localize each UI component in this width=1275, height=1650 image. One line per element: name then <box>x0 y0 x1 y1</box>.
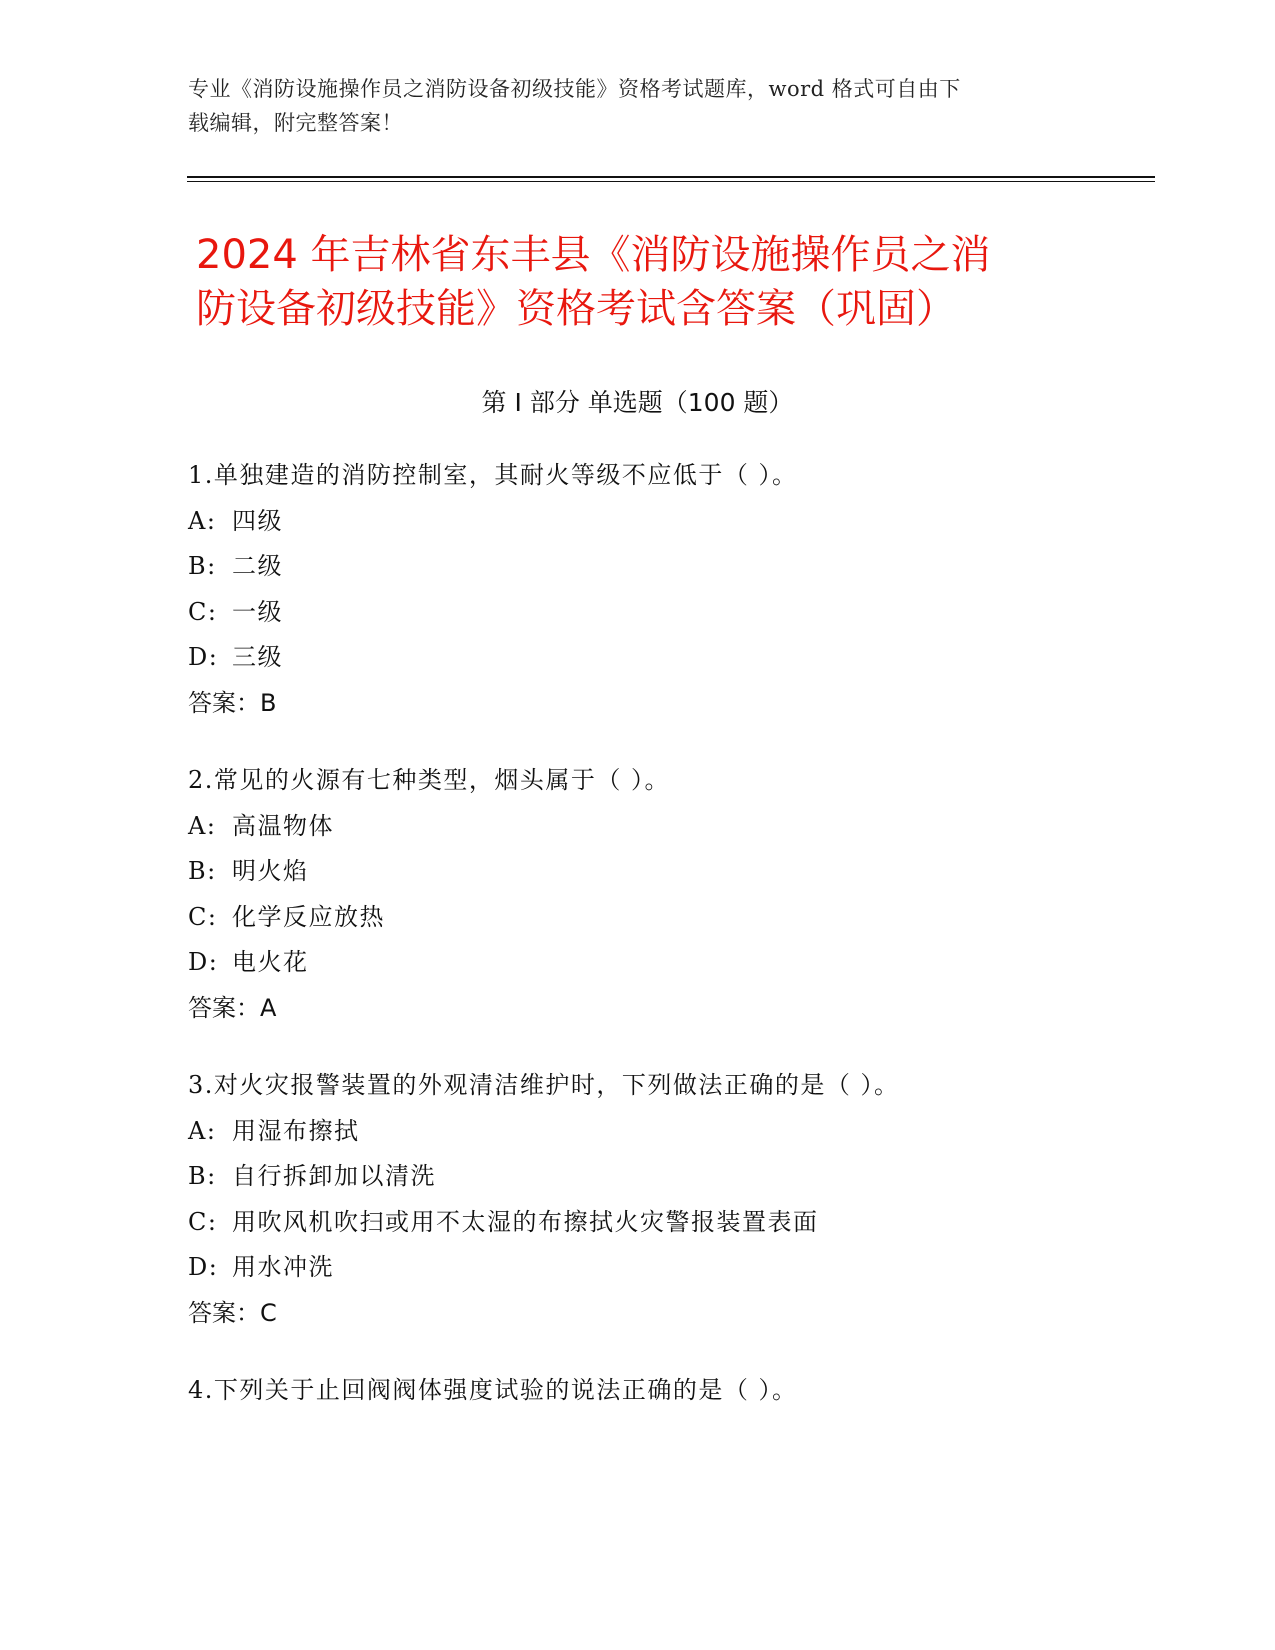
option-b <box>188 1154 1188 1200</box>
option-letter: D: <box>188 643 219 671</box>
document-title-line-2: 防设备初级技能》资格考试含答案（巩固） <box>196 286 956 332</box>
answer-line: 答案：C <box>188 1298 277 1327</box>
option-letter: D: <box>188 1253 219 1281</box>
question-1 <box>188 453 1188 726</box>
option-letter: D: <box>188 948 219 976</box>
question-4 <box>188 1368 1188 1414</box>
option-c <box>188 1200 1188 1246</box>
option-a <box>188 804 1188 850</box>
option-text: 三级 <box>232 643 283 671</box>
option-a <box>188 499 1188 545</box>
option-b <box>188 544 1188 590</box>
option-letter: B: <box>188 857 217 885</box>
option-letter: A: <box>188 811 217 840</box>
header-divider-thick <box>187 176 1155 178</box>
option-text: 高温物体 <box>232 811 334 840</box>
header-divider-thin <box>187 181 1155 182</box>
option-text: 自行拆卸加以清洗 <box>232 1162 436 1190</box>
answer-line: 答案：B <box>188 688 277 717</box>
option-letter: A: <box>188 506 217 535</box>
question-stem: 3.对火灾报警装置的外观清洁维护时，下列做法正确的是（ ）。 <box>188 1071 900 1099</box>
question-2 <box>188 758 1188 1031</box>
question-3 <box>188 1063 1188 1336</box>
document-title-line-1: 2024 年吉林省东丰县《消防设施操作员之消 <box>196 232 991 278</box>
answer-line: 答案：A <box>188 993 277 1022</box>
option-text: 电火花 <box>232 948 309 976</box>
option-letter: A: <box>188 1116 217 1145</box>
option-text: 用吹风机吹扫或用不太湿的布擦拭火灾警报装置表面 <box>232 1207 819 1236</box>
header-note-line-2: 载编辑，附完整答案！ <box>188 111 403 135</box>
question-stem: 2.常见的火源有七种类型，烟头属于（ ）。 <box>188 766 671 794</box>
option-text: 化学反应放热 <box>232 902 385 931</box>
option-d <box>188 940 1188 986</box>
option-letter: C: <box>188 1207 218 1236</box>
option-letter: C: <box>188 597 218 626</box>
option-c <box>188 895 1188 941</box>
option-text: 一级 <box>232 597 283 626</box>
option-text: 二级 <box>232 552 283 580</box>
option-d <box>188 635 1188 681</box>
option-d <box>188 1245 1188 1291</box>
document-title <box>196 228 1076 336</box>
option-c <box>188 590 1188 636</box>
question-stem: 1.单独建造的消防控制室，其耐火等级不应低于（ ）。 <box>188 461 798 489</box>
header-note-line-1: 专业《消防设施操作员之消防设备初级技能》资格考试题库，word 格式可自由下 <box>188 77 961 101</box>
header-note <box>188 72 1088 140</box>
question-stem: 4.下列关于止回阀阀体强度试验的说法正确的是（ ）。 <box>188 1376 798 1404</box>
section-title: 第 I 部分 单选题（100 题） <box>481 388 794 417</box>
option-letter: B: <box>188 1162 217 1190</box>
option-a <box>188 1109 1188 1155</box>
option-text: 四级 <box>232 506 283 535</box>
option-text: 用湿布擦拭 <box>232 1116 360 1145</box>
option-text: 明火焰 <box>232 857 309 885</box>
option-text: 用水冲洗 <box>232 1253 334 1281</box>
option-letter: C: <box>188 902 218 931</box>
option-b <box>188 849 1188 895</box>
option-letter: B: <box>188 552 217 580</box>
